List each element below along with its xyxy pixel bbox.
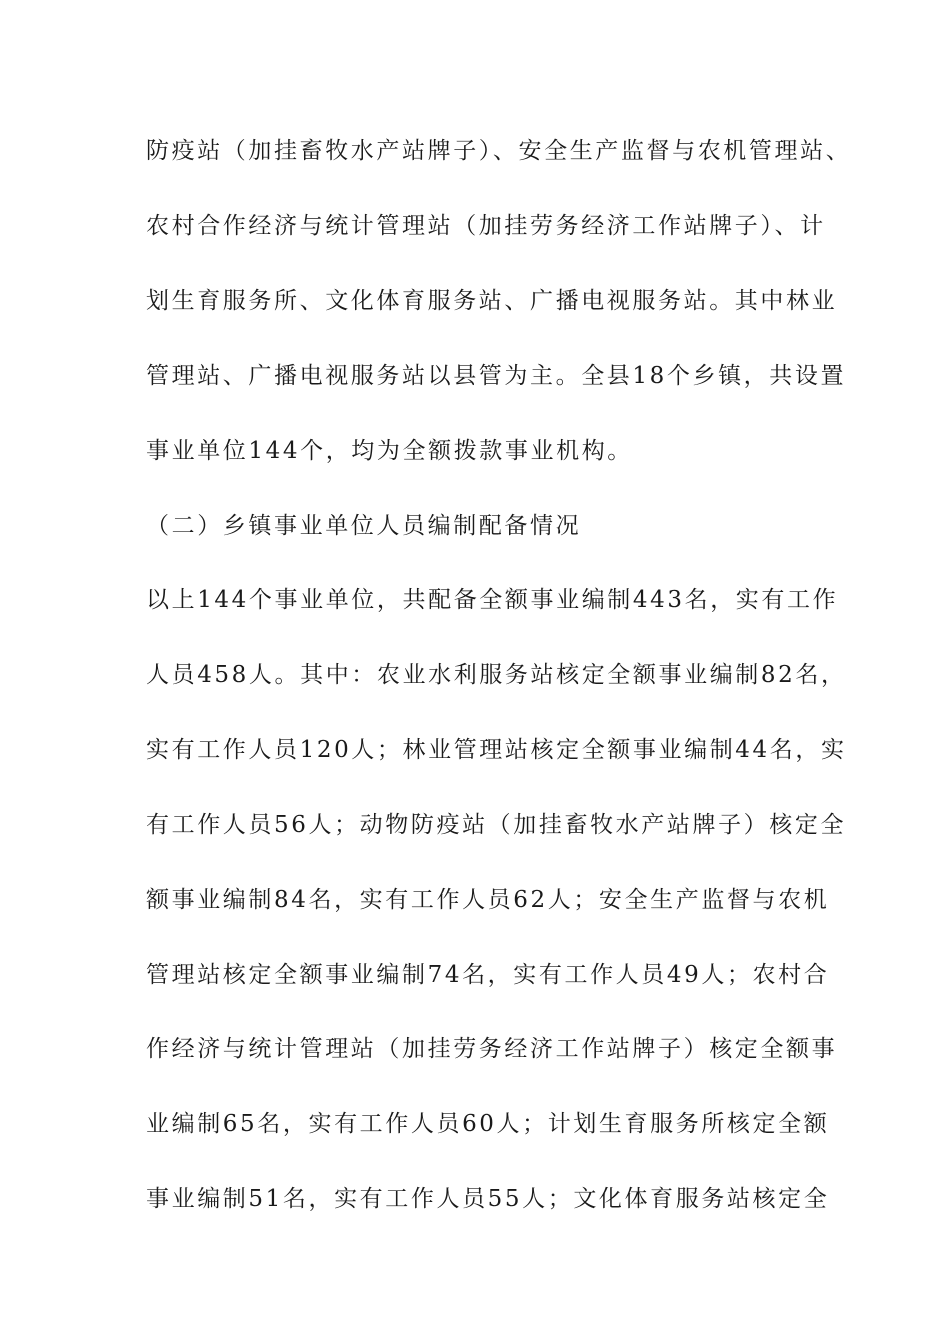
- text-line: 实有工作人员120人；林业管理站核定全额事业编制44名，实: [146, 737, 847, 763]
- text-line: 作经济与统计管理站（加挂劳务经济工作站牌子）核定全额事: [146, 1036, 838, 1062]
- text-line: 人员458人。其中：农业水利服务站核定全额事业编制82名，: [146, 662, 847, 688]
- section-heading: （二）乡镇事业单位人员编制配备情况: [146, 513, 582, 539]
- text-line: 额事业编制84名，实有工作人员62人；安全生产监督与农机: [146, 887, 830, 913]
- text-line: 事业单位144个，均为全额拨款事业机构。: [146, 438, 633, 464]
- text-line: 防疫站（加挂畜牧水产站牌子）、安全生产监督与农机管理站、: [146, 138, 852, 164]
- text-line: 农村合作经济与统计管理站（加挂劳务经济工作站牌子）、计: [146, 213, 826, 239]
- text-line: 管理站、广播电视服务站以县管为主。全县18个乡镇，共设置: [146, 363, 847, 389]
- text-line: 以上144个事业单位，共配备全额事业编制443名，实有工作: [146, 587, 839, 613]
- text-line: 有工作人员56人；动物防疫站（加挂畜牧水产站牌子）核定全: [146, 812, 847, 838]
- text-line: 业编制65名，实有工作人员60人；计划生育服务所核定全额: [146, 1111, 830, 1137]
- text-line: 划生育服务所、文化体育服务站、广播电视服务站。其中林业: [146, 288, 838, 314]
- text-line: 管理站核定全额事业编制74名，实有工作人员49人；农村合: [146, 962, 830, 988]
- text-line: 事业编制51名，实有工作人员55人；文化体育服务站核定全: [146, 1186, 830, 1212]
